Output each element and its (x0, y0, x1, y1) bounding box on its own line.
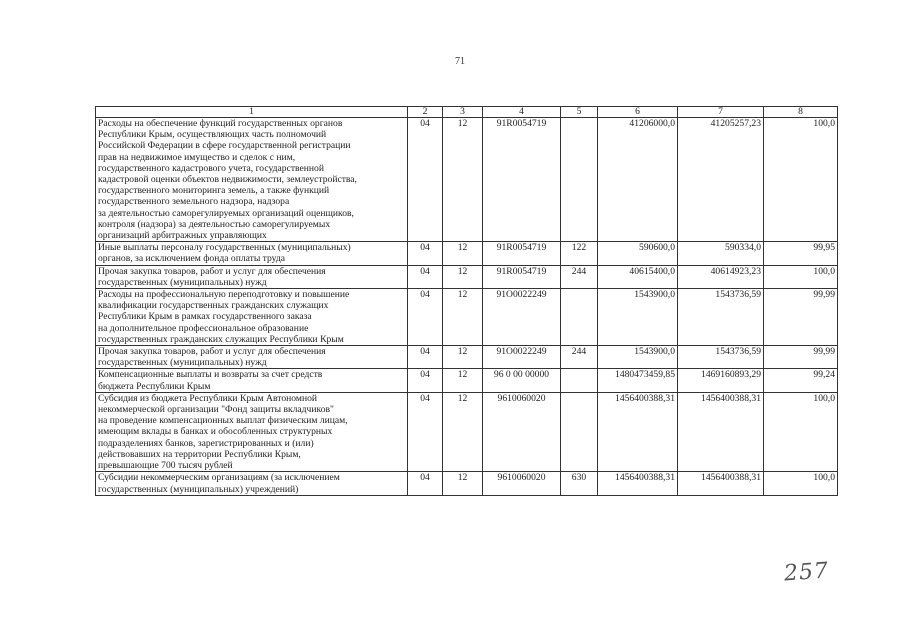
executed-amount: 1543736,59 (678, 289, 764, 346)
target-article-code: 96 0 00 00000 (483, 369, 561, 392)
table-row (96, 289, 838, 346)
planned-amount: 1456400388,31 (598, 392, 678, 471)
planned-amount: 41206000,0 (598, 118, 678, 242)
table-header-row (96, 107, 838, 118)
execution-percent: 100,0 (764, 118, 838, 242)
executed-amount: 1543736,59 (678, 346, 764, 369)
expense-type-code: 244 (561, 346, 598, 369)
execution-percent: 99,24 (764, 369, 838, 392)
row-description: Субсидия из бюджета Республики Крым Автономной некоммерческой организации "Фонд защиты вкладчиков" на проведение компенсационных выплат физическим лицам, имеющим вклады в банках и обособленных структурных подразделениях банков, зарегистрированных и (или) действовавших на территории Республики Крым, превышающие 700 тысяч рублей (96, 392, 408, 471)
handwritten-page-mark: 257 (783, 558, 830, 587)
execution-percent: 100,0 (764, 472, 838, 495)
column-header: 3 (443, 107, 483, 118)
column-header: 7 (678, 107, 764, 118)
execution-percent: 100,0 (764, 392, 838, 471)
section-code: 04 (408, 289, 443, 346)
execution-percent: 100,0 (764, 265, 838, 288)
budget-table (95, 106, 838, 496)
section-code: 04 (408, 472, 443, 495)
table-row (96, 242, 838, 265)
table-row (96, 118, 838, 242)
row-description: Иные выплаты персоналу государственных (муниципальных) органов, за исключением фонда оплаты труда (96, 242, 408, 265)
row-description: Компенсационные выплаты и возвраты за счет средств бюджета Республики Крым (96, 369, 408, 392)
row-description: Прочая закупка товаров, работ и услуг для обеспечения государственных (муниципальных) нужд (96, 346, 408, 369)
subsection-code: 12 (443, 346, 483, 369)
target-article-code: 91О0022249 (483, 346, 561, 369)
subsection-code: 12 (443, 242, 483, 265)
column-header: 1 (96, 107, 408, 118)
target-article-code: 91R0054719 (483, 242, 561, 265)
subsection-code: 12 (443, 369, 483, 392)
row-description: Прочая закупка товаров, работ и услуг для обеспечения государственных (муниципальных) нужд (96, 265, 408, 288)
target-article-code: 91О0022249 (483, 289, 561, 346)
row-description: Расходы на профессиональную переподготовку и повышение квалификации государственных гражданских служащих Республики Крым в рамках государственного заказа на дополнительное профессиональное образование государственных гражданских служащих Республики Крым (96, 289, 408, 346)
execution-percent: 99,95 (764, 242, 838, 265)
expense-type-code: 630 (561, 472, 598, 495)
executed-amount: 1456400388,31 (678, 392, 764, 471)
executed-amount: 590334,0 (678, 242, 764, 265)
subsection-code: 12 (443, 265, 483, 288)
planned-amount: 1456400388,31 (598, 472, 678, 495)
column-header: 8 (764, 107, 838, 118)
expense-type-code (561, 392, 598, 471)
table-row (96, 346, 838, 369)
subsection-code: 12 (443, 289, 483, 346)
planned-amount: 40615400,0 (598, 265, 678, 288)
subsection-code: 12 (443, 118, 483, 242)
planned-amount: 1543900,0 (598, 289, 678, 346)
expense-type-code: 122 (561, 242, 598, 265)
executed-amount: 41205257,23 (678, 118, 764, 242)
expense-type-code (561, 369, 598, 392)
column-header: 6 (598, 107, 678, 118)
expense-type-code: 244 (561, 265, 598, 288)
section-code: 04 (408, 242, 443, 265)
planned-amount: 590600,0 (598, 242, 678, 265)
subsection-code: 12 (443, 472, 483, 495)
executed-amount: 1456400388,31 (678, 472, 764, 495)
subsection-code: 12 (443, 392, 483, 471)
target-article-code: 9610060020 (483, 472, 561, 495)
planned-amount: 1543900,0 (598, 346, 678, 369)
column-header: 2 (408, 107, 443, 118)
executed-amount: 1469160893,29 (678, 369, 764, 392)
section-code: 04 (408, 369, 443, 392)
table-row (96, 369, 838, 392)
table-row (96, 392, 838, 471)
table-row (96, 472, 838, 495)
execution-percent: 99,99 (764, 289, 838, 346)
row-description: Субсидии некоммерческим организациям (за исключением государственных (муниципальных) учреждений) (96, 472, 408, 495)
planned-amount: 1480473459,85 (598, 369, 678, 392)
expense-type-code (561, 118, 598, 242)
execution-percent: 99,99 (764, 346, 838, 369)
target-article-code: 9610060020 (483, 392, 561, 471)
target-article-code: 91R0054719 (483, 265, 561, 288)
row-description: Расходы на обеспечение функций государственных органов Республики Крым, осуществляющих часть полномочий Российской Федерации в сфере государственной регистрации прав на недвижимое имущество и сделок с ним, государственного кадастрового учета, государственной кадастровой оценки объектов недвижимости, землеустройства, государственного мониторинга земель, а также функций государственного земельного надзора, надзора за деятельностью саморегулируемых организаций оценщиков, контроля (надзора) за деятельностью саморегулируемых организаций арбитражных управляющих (96, 118, 408, 242)
section-code: 04 (408, 265, 443, 288)
column-header: 4 (483, 107, 561, 118)
section-code: 04 (408, 392, 443, 471)
section-code: 04 (408, 118, 443, 242)
section-code: 04 (408, 346, 443, 369)
page-number: 71 (455, 56, 465, 67)
executed-amount: 40614923,23 (678, 265, 764, 288)
expense-type-code (561, 289, 598, 346)
target-article-code: 91R0054719 (483, 118, 561, 242)
column-header: 5 (561, 107, 598, 118)
table-row (96, 265, 838, 288)
